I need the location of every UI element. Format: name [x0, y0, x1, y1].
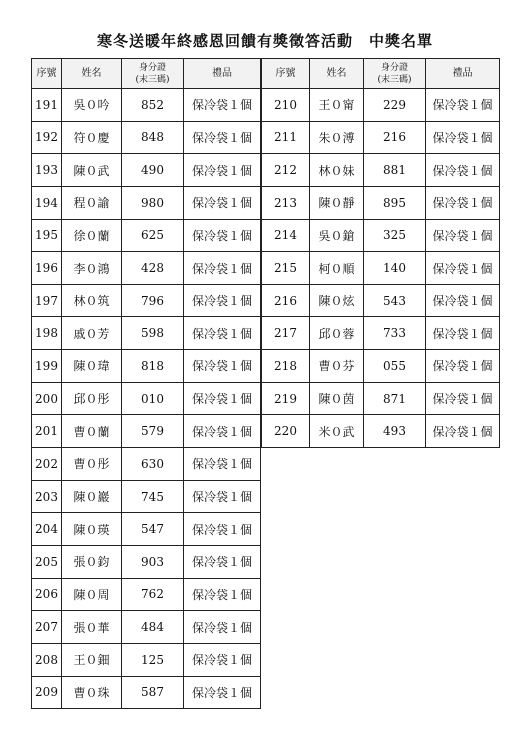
cell-name: 張０華 — [62, 611, 122, 644]
cell-id: 881 — [364, 154, 426, 187]
cell-id: 216 — [364, 121, 426, 154]
cell-prize: 保冷袋１個 — [426, 350, 500, 383]
table-row — [32, 415, 261, 448]
cell-id: 980 — [122, 186, 184, 219]
cell-seq: 220 — [262, 415, 310, 448]
table-row — [262, 186, 500, 219]
page-title: 寒冬送暖年終感恩回饋有獎徵答活動 中獎名單 — [96, 32, 433, 50]
winners-table-left — [31, 58, 261, 709]
table-row — [262, 415, 500, 448]
cell-prize: 保冷袋１個 — [184, 186, 261, 219]
cell-name: 曹０蘭 — [62, 415, 122, 448]
cell-seq: 202 — [32, 448, 62, 481]
cell-id: 010 — [122, 382, 184, 415]
cell-seq: 194 — [32, 186, 62, 219]
cell-prize: 保冷袋１個 — [426, 219, 500, 252]
cell-prize: 保冷袋１個 — [184, 252, 261, 285]
table-row — [32, 448, 261, 481]
cell-prize: 保冷袋１個 — [426, 252, 500, 285]
table-row — [32, 317, 261, 350]
cell-seq: 191 — [32, 89, 62, 122]
cell-seq: 198 — [32, 317, 62, 350]
cell-prize: 保冷袋１個 — [184, 611, 261, 644]
cell-name: 程０諭 — [62, 186, 122, 219]
cell-id: 428 — [122, 252, 184, 285]
cell-seq: 211 — [262, 121, 310, 154]
header-name: 姓名 — [62, 59, 122, 89]
header-seq: 序號 — [32, 59, 62, 89]
cell-name: 陳０茵 — [310, 382, 364, 415]
cell-name: 林０筑 — [62, 284, 122, 317]
header-prize: 禮品 — [184, 59, 261, 89]
cell-seq: 193 — [32, 154, 62, 187]
cell-id: 762 — [122, 578, 184, 611]
table-row — [262, 350, 500, 383]
cell-seq: 216 — [262, 284, 310, 317]
cell-seq: 207 — [32, 611, 62, 644]
cell-prize: 保冷袋１個 — [426, 186, 500, 219]
table-row — [32, 513, 261, 546]
cell-name: 曹０珠 — [62, 676, 122, 709]
cell-name: 朱０溥 — [310, 121, 364, 154]
cell-seq: 219 — [262, 382, 310, 415]
table-row — [32, 611, 261, 644]
table-row — [262, 219, 500, 252]
cell-seq: 210 — [262, 89, 310, 122]
table-row — [262, 252, 500, 285]
table-row — [32, 284, 261, 317]
cell-prize: 保冷袋１個 — [184, 545, 261, 578]
header-id-line2: (末三碼) — [377, 74, 412, 85]
cell-seq: 218 — [262, 350, 310, 383]
cell-id: 140 — [364, 252, 426, 285]
cell-seq: 208 — [32, 643, 62, 676]
cell-prize: 保冷袋１個 — [184, 578, 261, 611]
cell-name: 柯０順 — [310, 252, 364, 285]
cell-prize: 保冷袋１個 — [184, 513, 261, 546]
cell-id: 125 — [122, 643, 184, 676]
cell-seq: 204 — [32, 513, 62, 546]
cell-name: 陳０瑛 — [62, 513, 122, 546]
table-row — [262, 154, 500, 187]
cell-prize: 保冷袋１個 — [184, 382, 261, 415]
cell-prize: 保冷袋１個 — [184, 89, 261, 122]
cell-seq: 205 — [32, 545, 62, 578]
cell-id: 484 — [122, 611, 184, 644]
header-id-line1: 身分證 — [138, 62, 166, 73]
cell-seq: 197 — [32, 284, 62, 317]
winners-table-right — [261, 58, 500, 448]
table-row — [32, 350, 261, 383]
cell-prize: 保冷袋１個 — [184, 284, 261, 317]
cell-name: 陳０巖 — [62, 480, 122, 513]
cell-seq: 213 — [262, 186, 310, 219]
cell-id: 579 — [122, 415, 184, 448]
header-id-line1: 身分證 — [380, 62, 408, 73]
header-name: 姓名 — [310, 59, 364, 89]
cell-name: 陳０周 — [62, 578, 122, 611]
cell-id: 733 — [364, 317, 426, 350]
cell-name: 徐０蘭 — [62, 219, 122, 252]
cell-id: 587 — [122, 676, 184, 709]
table-row — [32, 186, 261, 219]
cell-seq: 212 — [262, 154, 310, 187]
table-row — [262, 284, 500, 317]
cell-prize: 保冷袋１個 — [184, 448, 261, 481]
table-row — [32, 480, 261, 513]
cell-name: 張０鈞 — [62, 545, 122, 578]
header-id — [122, 59, 184, 89]
cell-id: 543 — [364, 284, 426, 317]
cell-id: 325 — [364, 219, 426, 252]
cell-name: 李０鴻 — [62, 252, 122, 285]
cell-seq: 206 — [32, 578, 62, 611]
cell-name: 戚０芳 — [62, 317, 122, 350]
table-header-row — [262, 59, 500, 89]
cell-prize: 保冷袋１個 — [184, 121, 261, 154]
cell-id: 903 — [122, 545, 184, 578]
cell-id: 490 — [122, 154, 184, 187]
table-header-row — [32, 59, 261, 89]
cell-name: 陳０瑋 — [62, 350, 122, 383]
cell-name: 米０武 — [310, 415, 364, 448]
cell-seq: 195 — [32, 219, 62, 252]
cell-prize: 保冷袋１個 — [426, 121, 500, 154]
cell-name: 邱０彤 — [62, 382, 122, 415]
table-row — [32, 89, 261, 122]
cell-seq: 199 — [32, 350, 62, 383]
table-row — [262, 121, 500, 154]
cell-seq: 201 — [32, 415, 62, 448]
cell-id: 547 — [122, 513, 184, 546]
cell-name: 陳０炫 — [310, 284, 364, 317]
cell-name: 曹０彤 — [62, 448, 122, 481]
table-row — [32, 545, 261, 578]
cell-id: 229 — [364, 89, 426, 122]
cell-id: 848 — [122, 121, 184, 154]
table-row — [262, 317, 500, 350]
cell-name: 曹０芬 — [310, 350, 364, 383]
cell-id: 745 — [122, 480, 184, 513]
table-row — [32, 252, 261, 285]
cell-name: 吳０鎗 — [310, 219, 364, 252]
cell-prize: 保冷袋１個 — [184, 480, 261, 513]
cell-id: 796 — [122, 284, 184, 317]
cell-seq: 215 — [262, 252, 310, 285]
cell-id: 598 — [122, 317, 184, 350]
table-row — [32, 382, 261, 415]
header-seq: 序號 — [262, 59, 310, 89]
cell-id: 625 — [122, 219, 184, 252]
table-row — [32, 154, 261, 187]
cell-name: 王０甯 — [310, 89, 364, 122]
cell-name: 邱０蓉 — [310, 317, 364, 350]
cell-id: 895 — [364, 186, 426, 219]
cell-prize: 保冷袋１個 — [426, 284, 500, 317]
header-prize: 禮品 — [426, 59, 500, 89]
table-row — [262, 89, 500, 122]
cell-prize: 保冷袋１個 — [426, 154, 500, 187]
header-id-line2: (末三碼) — [135, 74, 170, 85]
cell-seq: 203 — [32, 480, 62, 513]
cell-name: 陳０靜 — [310, 186, 364, 219]
table-row — [262, 382, 500, 415]
cell-seq: 200 — [32, 382, 62, 415]
cell-name: 王０鈿 — [62, 643, 122, 676]
cell-id: 871 — [364, 382, 426, 415]
table-row — [32, 676, 261, 709]
cell-prize: 保冷袋１個 — [184, 219, 261, 252]
cell-id: 818 — [122, 350, 184, 383]
cell-name: 陳０武 — [62, 154, 122, 187]
table-row — [32, 121, 261, 154]
cell-prize: 保冷袋１個 — [184, 643, 261, 676]
cell-prize: 保冷袋１個 — [426, 382, 500, 415]
cell-seq: 192 — [32, 121, 62, 154]
table-row — [32, 219, 261, 252]
cell-seq: 196 — [32, 252, 62, 285]
cell-id: 055 — [364, 350, 426, 383]
cell-prize: 保冷袋１個 — [426, 89, 500, 122]
table-row — [32, 578, 261, 611]
cell-name: 林０妹 — [310, 154, 364, 187]
cell-id: 630 — [122, 448, 184, 481]
cell-seq: 209 — [32, 676, 62, 709]
table-row — [32, 643, 261, 676]
cell-name: 符０慶 — [62, 121, 122, 154]
cell-prize: 保冷袋１個 — [426, 317, 500, 350]
cell-seq: 217 — [262, 317, 310, 350]
cell-prize: 保冷袋１個 — [184, 154, 261, 187]
table-body-right — [262, 89, 500, 448]
cell-prize: 保冷袋１個 — [184, 350, 261, 383]
cell-name: 吳０吟 — [62, 89, 122, 122]
cell-prize: 保冷袋１個 — [184, 415, 261, 448]
cell-id: 852 — [122, 89, 184, 122]
table-body-left — [32, 89, 261, 709]
cell-id: 493 — [364, 415, 426, 448]
cell-prize: 保冷袋１個 — [184, 317, 261, 350]
cell-prize: 保冷袋１個 — [426, 415, 500, 448]
cell-prize: 保冷袋１個 — [184, 676, 261, 709]
cell-seq: 214 — [262, 219, 310, 252]
header-id — [364, 59, 426, 89]
